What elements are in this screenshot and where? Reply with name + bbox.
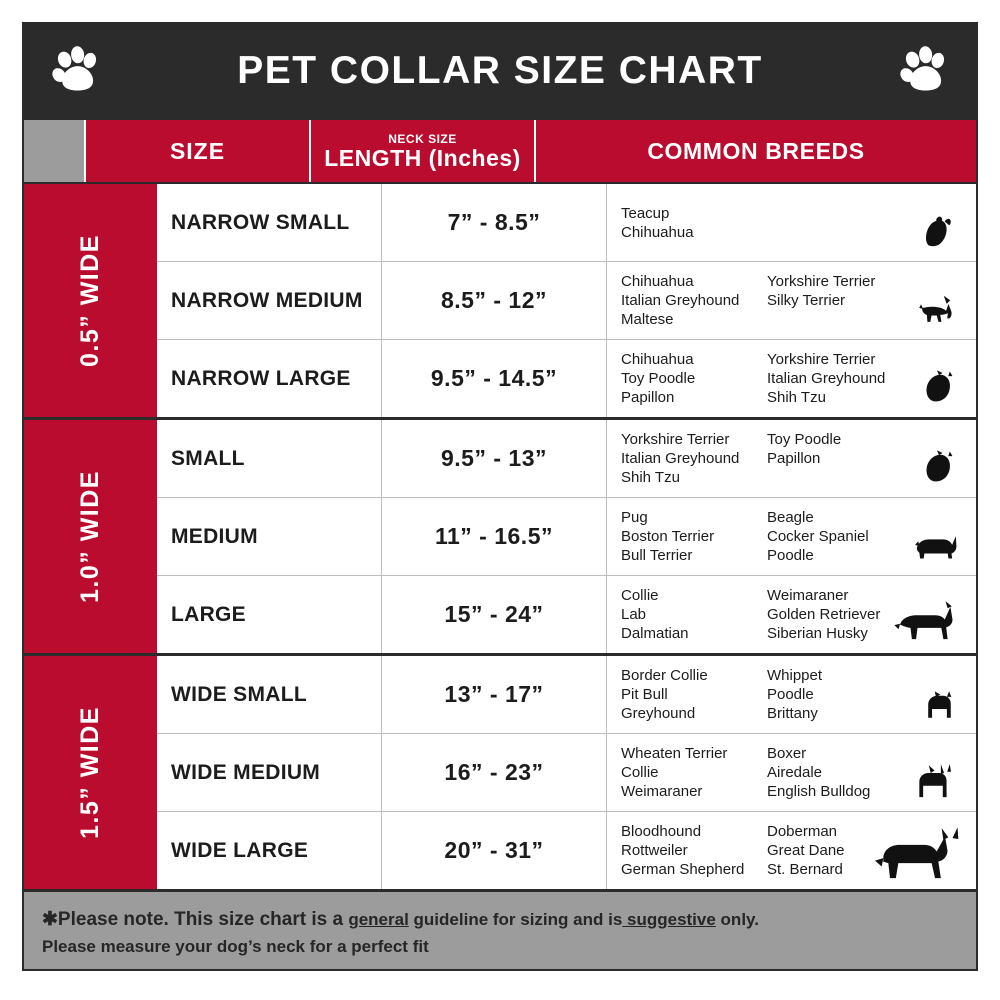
cell-breeds	[607, 498, 976, 575]
table-row	[157, 184, 976, 261]
width-group	[24, 417, 976, 653]
footer-line-2: Please measure your dog’s neck for a perfect fit	[42, 937, 429, 956]
breed-name: Dalmatian	[620, 625, 689, 642]
table-row	[157, 575, 976, 653]
breed-column-2	[767, 822, 927, 879]
cell-length: 15” - 24”	[382, 576, 607, 653]
cell-length: 16” - 23”	[382, 734, 607, 811]
group-label-text: 0.5” WIDE	[75, 234, 104, 367]
breed-name: Lab	[620, 606, 647, 623]
cell-size: WIDE LARGE	[157, 812, 382, 889]
cell-size: NARROW MEDIUM	[157, 262, 382, 339]
breed-name: Yorkshire Terrier	[766, 351, 876, 368]
cell-size: LARGE	[157, 576, 382, 653]
footer-note	[22, 889, 978, 971]
breed-name: Yorkshire Terrier	[766, 273, 876, 290]
table-row	[157, 656, 976, 733]
breed-name: Papillon	[620, 389, 675, 406]
breed-column-2	[767, 666, 927, 723]
table-row	[157, 811, 976, 889]
group-label-one-inch	[24, 420, 157, 653]
breed-name: Boxer	[766, 745, 807, 762]
breed-name: Greyhound	[620, 705, 696, 722]
cell-breeds	[607, 340, 976, 417]
cell-breeds	[607, 576, 976, 653]
breed-column-2	[767, 204, 927, 242]
breed-name: Pit Bull	[620, 686, 668, 703]
footer-note-underline-suggestive: suggestive	[622, 910, 716, 929]
column-header-breeds	[534, 120, 976, 182]
cell-size: NARROW SMALL	[157, 184, 382, 261]
breed-name: Chihuahua	[620, 351, 694, 368]
group-label-text: 1.5” WIDE	[75, 706, 104, 839]
cell-breeds	[607, 184, 976, 261]
cell-length: 8.5” - 12”	[382, 262, 607, 339]
breed-name: Chihuahua	[620, 273, 694, 290]
breed-name: Poodle	[766, 547, 814, 564]
cell-length: 7” - 8.5”	[382, 184, 607, 261]
breed-name: Chihuahua	[620, 223, 694, 241]
breed-name: Yorkshire Terrier	[620, 431, 730, 448]
breed-name: Silky Terrier	[766, 292, 846, 309]
breed-name: St. Bernard	[766, 861, 843, 878]
cell-breeds	[607, 812, 976, 889]
cell-breeds	[607, 734, 976, 811]
breed-name: Maltese	[620, 311, 674, 328]
breed-name: Weimaraner	[766, 587, 849, 604]
breed-name: Great Dane	[766, 842, 845, 859]
breed-name: Toy Poodle	[766, 431, 842, 448]
breed-name: Poodle	[766, 686, 814, 703]
breed-column-2	[767, 586, 927, 643]
table-row	[157, 261, 976, 339]
width-group	[24, 653, 976, 889]
breed-name: Airedale	[766, 764, 823, 781]
cell-size: MEDIUM	[157, 498, 382, 575]
breed-column-1	[621, 350, 767, 407]
cell-breeds	[607, 262, 976, 339]
breed-name: Border Collie	[620, 667, 708, 684]
column-header-length	[309, 120, 534, 182]
breed-name: Shih Tzu	[620, 469, 680, 486]
breed-name: Bull Terrier	[620, 547, 693, 564]
breed-column-1	[621, 272, 767, 329]
breed-column-2	[767, 272, 927, 329]
group-label-text: 1.0” WIDE	[75, 470, 104, 603]
breed-name: Boston Terrier	[620, 528, 715, 545]
table-row	[157, 733, 976, 811]
table-row	[157, 339, 976, 417]
breed-name: Collie	[620, 764, 659, 781]
breed-name: Whippet	[766, 667, 823, 684]
column-header-length-label: LENGTH (Inches)	[324, 144, 521, 171]
cell-length: 9.5” - 14.5”	[382, 340, 607, 417]
footer-note-text-c: only.	[715, 910, 759, 929]
breed-name: Beagle	[766, 509, 814, 526]
breed-name: Siberian Husky	[766, 625, 868, 642]
group-label-one-and-half-inch	[24, 656, 157, 889]
paw-icon	[50, 45, 102, 97]
breed-column-1	[621, 508, 767, 565]
breed-name: Cocker Spaniel	[766, 528, 869, 545]
group-label-half-inch	[24, 184, 157, 417]
cell-length: 13” - 17”	[382, 656, 607, 733]
cell-size: NARROW LARGE	[157, 340, 382, 417]
cell-breeds	[607, 656, 976, 733]
breed-column-1	[621, 822, 767, 879]
breed-name: English Bulldog	[766, 783, 871, 800]
table-body	[24, 182, 976, 889]
page-title: PET COLLAR SIZE CHART	[237, 49, 763, 92]
cell-length: 20” - 31”	[382, 812, 607, 889]
breed-name: Rottweiler	[620, 842, 688, 859]
footer-note-text-b: guideline for sizing and is	[408, 910, 623, 929]
footer-note-text-a: ✱Please note. This size chart is a	[42, 909, 349, 930]
footer-line-1	[42, 906, 958, 933]
cell-length: 9.5” - 13”	[382, 420, 607, 497]
breed-name: Italian Greyhound	[620, 450, 740, 467]
column-header-size-label: SIZE	[169, 137, 226, 164]
breed-name: Pug	[620, 509, 648, 526]
breed-column-1	[621, 586, 767, 643]
width-group	[24, 182, 976, 417]
cell-length: 11” - 16.5”	[382, 498, 607, 575]
breed-column-1	[621, 430, 767, 487]
column-header-size	[84, 120, 309, 182]
cell-breeds	[607, 420, 976, 497]
footer-note-underline-general: general	[348, 910, 409, 929]
breed-name: Shih Tzu	[766, 389, 826, 406]
size-table	[22, 120, 978, 889]
cell-size: SMALL	[157, 420, 382, 497]
breed-name: Collie	[620, 587, 659, 604]
breed-name: Weimaraner	[620, 783, 703, 800]
breed-column-2	[767, 508, 927, 565]
paw-icon	[898, 45, 950, 97]
breed-column-2	[767, 350, 927, 407]
cell-size: WIDE MEDIUM	[157, 734, 382, 811]
breed-name: Wheaten Terrier	[620, 745, 728, 762]
breed-name: Italian Greyhound	[766, 370, 886, 387]
breed-name: Teacup	[620, 204, 670, 222]
table-header-row	[24, 120, 976, 182]
breed-name: Toy Poodle	[620, 370, 696, 387]
breed-column-2	[767, 430, 927, 487]
breed-column-2	[767, 744, 927, 801]
breed-column-1	[621, 666, 767, 723]
chart-header	[22, 22, 978, 120]
breed-name: Brittany	[766, 705, 818, 722]
cell-size: WIDE SMALL	[157, 656, 382, 733]
column-header-neck-size-label: NECK SIZE	[388, 131, 457, 146]
breed-name: Golden Retriever	[766, 606, 881, 623]
table-row	[157, 420, 976, 497]
breed-name: Doberman	[766, 823, 838, 840]
table-row	[157, 497, 976, 575]
breed-name: Bloodhound	[620, 823, 702, 840]
breed-column-1	[621, 204, 767, 242]
column-header-breeds-label: COMMON BREEDS	[647, 137, 865, 164]
breed-name: Papillon	[766, 450, 821, 467]
breed-name: Italian Greyhound	[620, 292, 740, 309]
breed-name: German Shepherd	[620, 861, 745, 878]
header-spacer-cell	[24, 120, 84, 182]
breed-column-1	[621, 744, 767, 801]
